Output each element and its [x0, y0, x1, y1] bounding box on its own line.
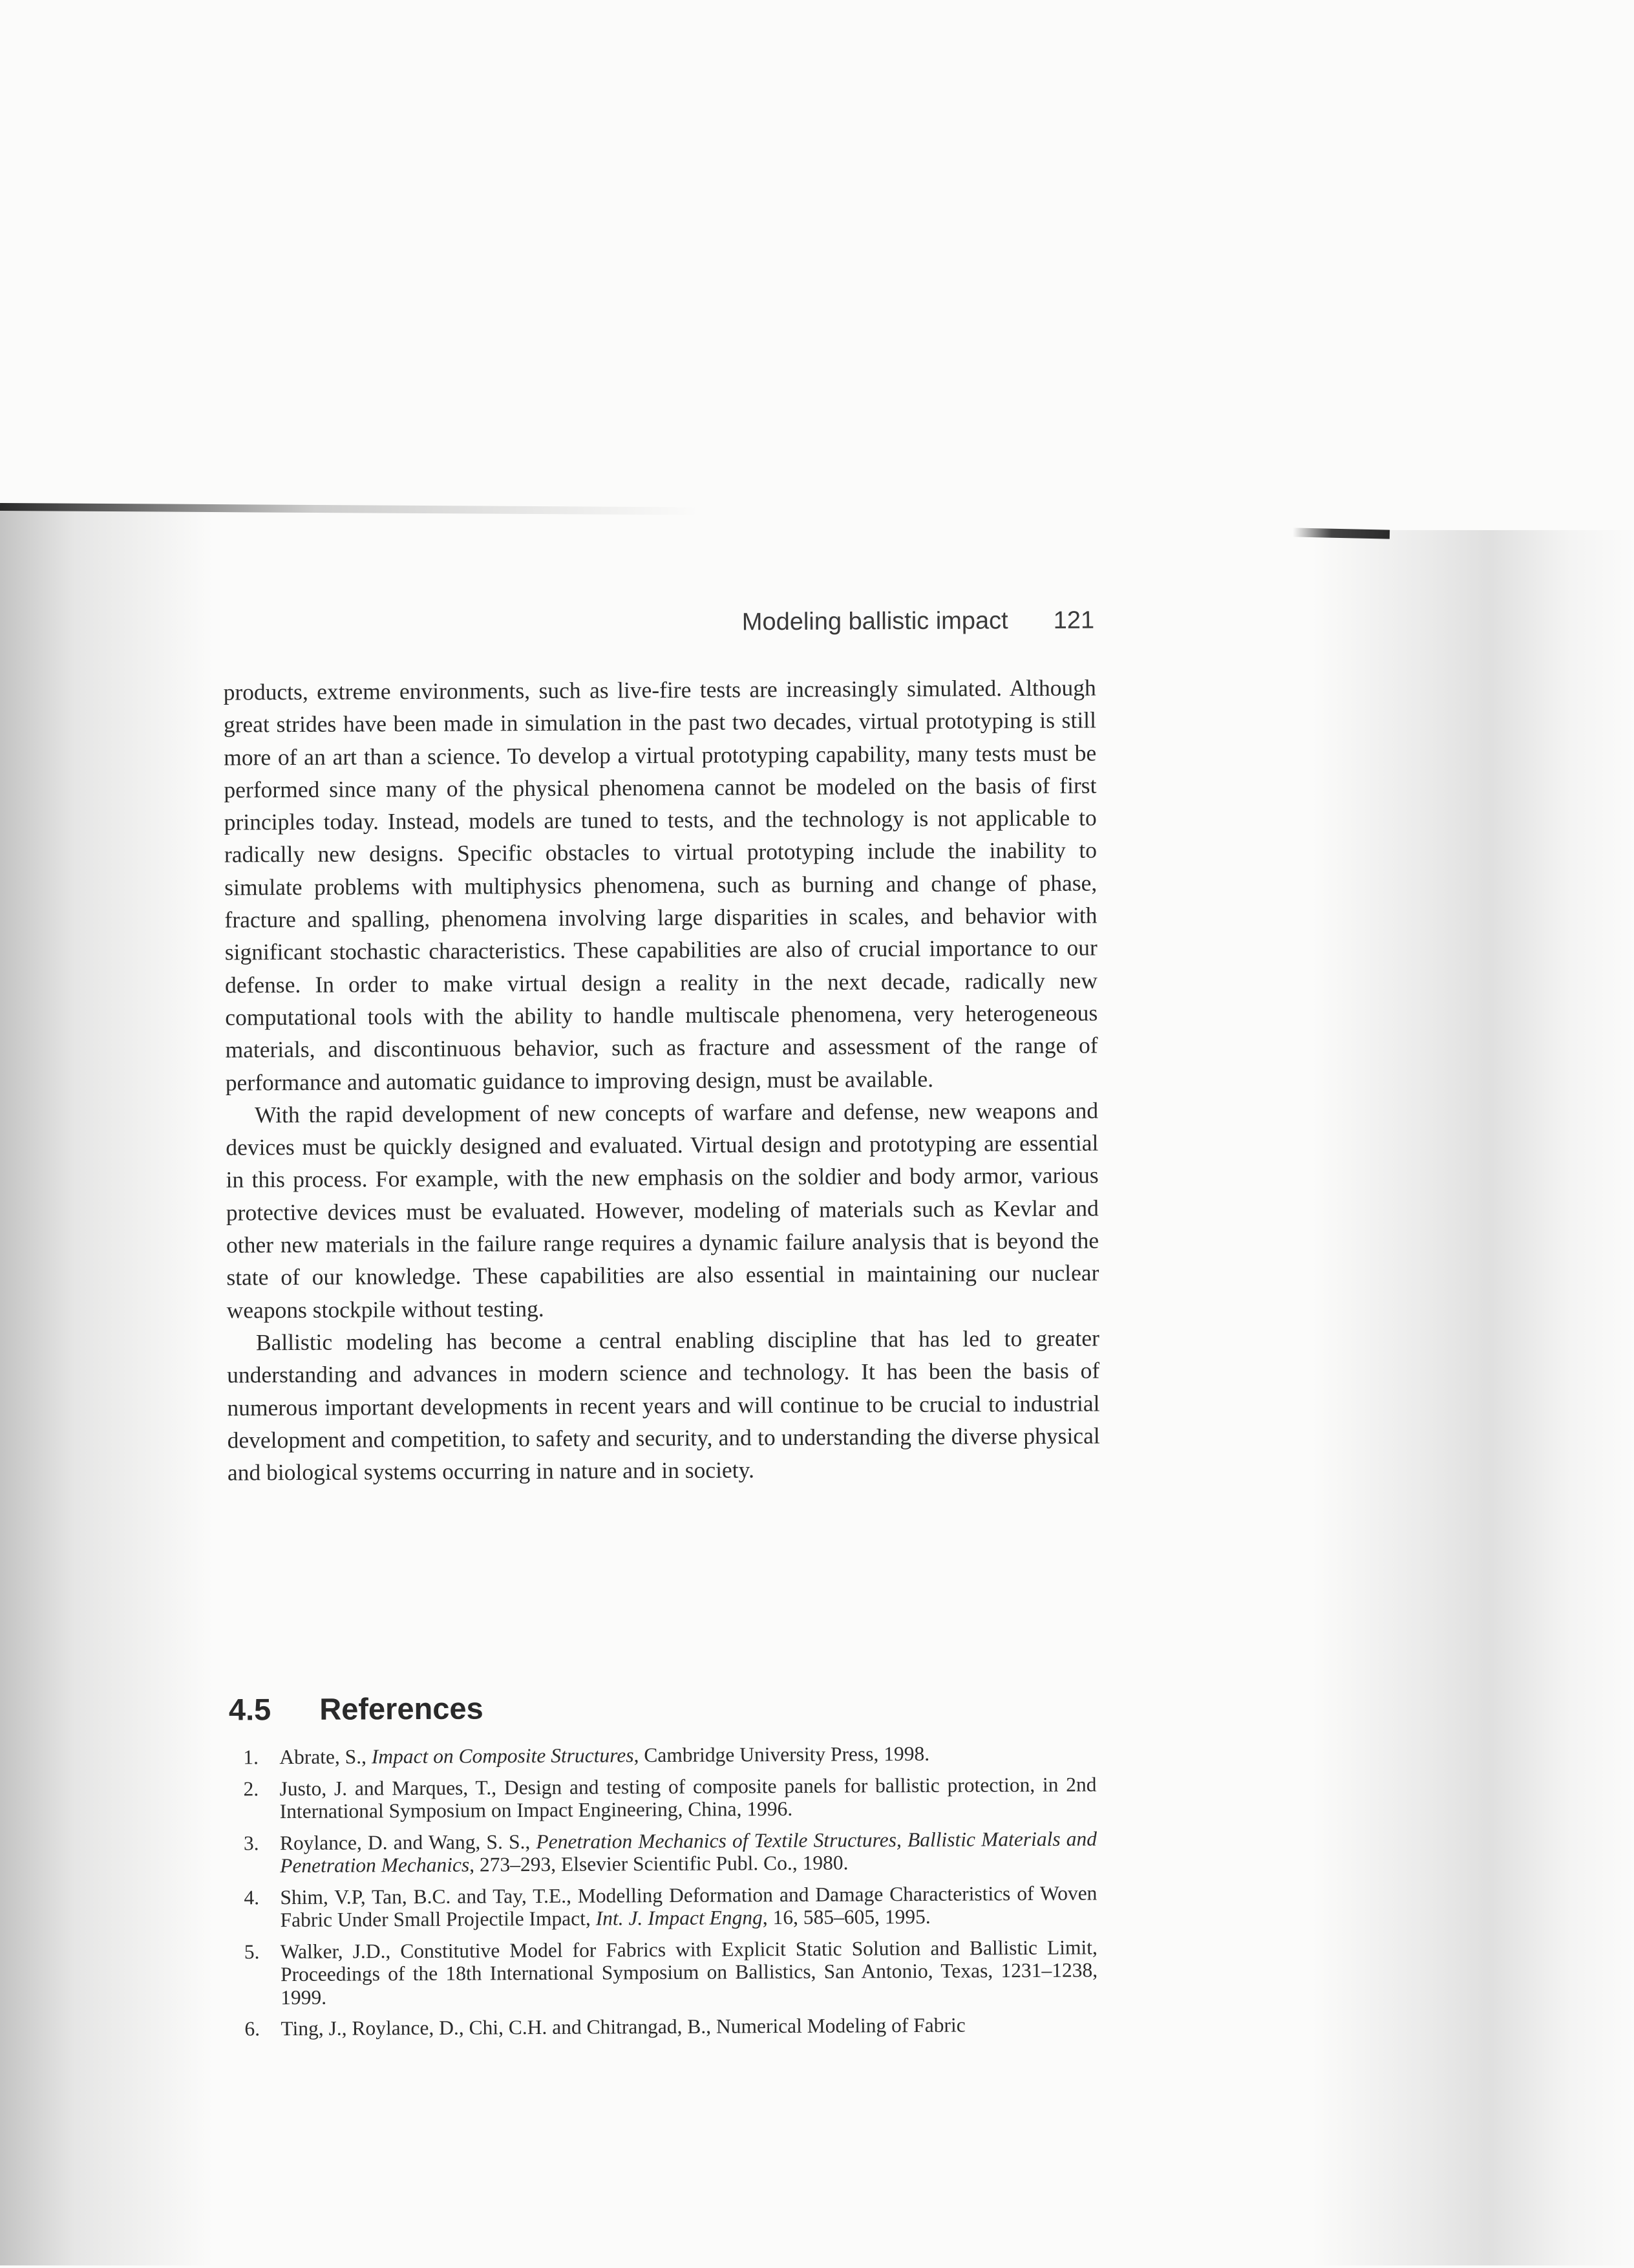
paragraph-1: products, extreme environments, such as live-fire tests are increasingly simulated. Although great strides have been made in simulation in the past two decades, virtual prototyping is still more of an art than a science. To develop a virtual prototyping capability, many tests must be performed since many of the physical phenomena cannot be modeled on the basis of first principles today. Instead, models are tuned to tests, and the technology is not applicable to radically new designs. Specific obstacles to virtual prototyping include the inability to simulate problems with multiphysics phenomena, such as burning and change of phase, fracture and spalling, phenomena involving large disparities in scales, and behavior with significant stochastic characteristics. These capabilities are also of crucial importance to our defense. In order to make virtual design a reality in the next decade, radically new computational tools with the ability to handle multiscale phenomena, very heterogeneous materials, and discontinuous behavior, such as fracture and assessment of the range of performance and automatic guidance to improving design, must be available.: [223, 674, 1098, 1096]
scan-shadow-left: [0, 504, 213, 2265]
page-number: 121: [1053, 606, 1095, 634]
reference-text: Shim, V.P, Tan, B.C. and Tay, T.E., Modelling Deformation and Damage Characteristics of Woven Fabric Under Small Projectile Impact, Int. J. Impact Engng, 16, 585–605, 1995.: [280, 1881, 1098, 1932]
reference-text: Abrate, S., Impact on Composite Structures, Cambridge University Press, 1998.: [279, 1742, 930, 1769]
scan-page-edge-right: [1293, 528, 1390, 539]
body-text: [224, 671, 1101, 1488]
reference-text: Justo, J. and Marques, T., Design and testing of composite panels for ballistic protection, in 2nd International Symposium on Impact Engineering, China, 1996.: [279, 1772, 1097, 1823]
running-head: [742, 606, 1095, 641]
reference-text: Roylance, D. and Wang, S. S., Penetration Mechanics of Textile Structures, Ballistic Materials and Penetration Mechanics, 273–293, Elsevier Scientific Publ. Co., 1980.: [279, 1826, 1098, 1878]
reference-number: 6.: [244, 2017, 260, 2040]
reference-item: [243, 1773, 1096, 1823]
reference-text: Ting, J., Roylance, D., Chi, C.H. and Chitrangad, B., Numerical Modeling of Fabric: [281, 2013, 966, 2040]
reference-number: 4.: [244, 1885, 260, 1909]
section-title: References: [319, 1691, 483, 1726]
section-heading: [229, 1690, 483, 1727]
reference-item: [244, 2013, 1098, 2040]
reference-item: [243, 1741, 1096, 1768]
reference-item: [244, 1827, 1097, 1878]
reference-item: [244, 1881, 1097, 1932]
running-title: Modeling ballistic impact: [741, 607, 1008, 636]
paragraph-2: With the rapid development of new concepts of warfare and defense, new weapons and devices must be quickly designed and evaluated. Virtual design and prototyping are essential in this process. For example, with the new emphasis on the soldier and body armor, various protective devices must be evaluated. However, modeling of materials such as Kevlar and other new materials in the failure range requires a dynamic failure analysis that is beyond the state of our knowledge. These capabilities are also essential in maintaining our nuclear weapons stockpile without testing.: [226, 1097, 1099, 1323]
reference-list: [243, 1741, 1098, 2048]
reference-item: [244, 1936, 1098, 2009]
scan-shadow-right: [1312, 530, 1634, 2265]
reference-number: 3.: [243, 1831, 259, 1854]
section-number: 4.5: [228, 1692, 271, 1727]
book-page: [220, 0, 1104, 2268]
reference-number: 2.: [243, 1777, 259, 1800]
reference-number: 5.: [244, 1940, 260, 1963]
reference-number: 1.: [243, 1746, 259, 1769]
reference-text: Walker, J.D., Constitutive Model for Fabrics with Explicit Static Solution and Ballistic Limit, Proceedings of the 18th International Symposium on Ballistics, San Antonio, Texas, 1231–1238, 1999.: [280, 1935, 1098, 2009]
paragraph-3: Ballistic modeling has become a central enabling discipline that has led to greater understanding and advances in modern science and technology. It has been the basis of numerous important developments in recent years and will continue to be crucial to industrial development and competition, to safety and security, and to understanding the diverse physical and biological systems occurring in nature and in society.: [227, 1325, 1100, 1486]
